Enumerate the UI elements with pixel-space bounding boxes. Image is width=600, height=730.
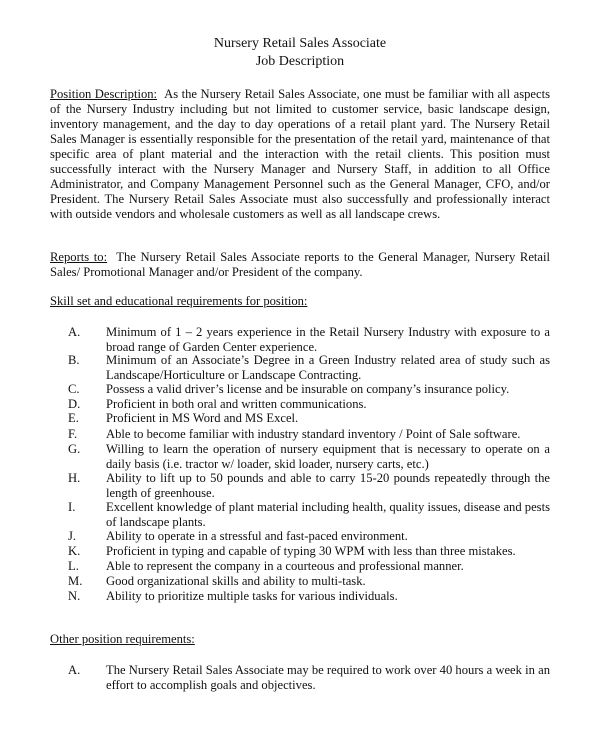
list-item-letter: M. (68, 574, 83, 588)
other-requirements-heading: Other position requirements: (50, 632, 195, 646)
document-title: Nursery Retail Sales Associate (213, 36, 387, 51)
list-item-letter: B. (68, 353, 80, 367)
list-item-text: Proficient in both oral and written communications. (106, 397, 367, 411)
list-item-text: Able to represent the company in a courteous and professional manner. (106, 559, 464, 573)
list-item-letter: D. (68, 397, 81, 411)
position-description-label: Position Description: (50, 87, 158, 101)
skills-heading: Skill set and educational requirements for position: (50, 294, 308, 308)
list-item-letter: L. (68, 559, 79, 573)
list-item-text: Minimum of an Associate’s Degree in a Green Industry related area of study such as Landscape/Horticulture or Landscape Contracting. (106, 353, 550, 382)
list-item-text: The Nursery Retail Sales Associate may be required to work over 40 hours a week in an effort to accomplish goals and objectives. (106, 663, 550, 692)
list-item-letter: J. (68, 529, 77, 543)
list-item-text: Possess a valid driver’s license and be insurable on company’s insurance policy. (106, 382, 510, 396)
list-item-text: Willing to learn the operation of nursery equipment that is necessary to operate on a daily basis (i.e. tractor w/ loader, skid loader, nursery carts, etc.) (106, 442, 550, 471)
list-item-letter: H. (68, 471, 81, 485)
list-item-letter: N. (68, 589, 81, 603)
list-item-text: Ability to lift up to 50 pounds and able to carry 15-20 pounds repeatedly through the length of greenhouse. (106, 471, 550, 500)
list-item-text: Proficient in typing and capable of typing 30 WPM with less than three mistakes. (106, 544, 516, 558)
reports-to-text: The Nursery Retail Sales Associate reports to the General Manager, Nursery Retail Sales/ Promotional Manager and/or President of the company. (50, 250, 550, 279)
list-item-text: Ability to prioritize multiple tasks for various individuals. (106, 589, 398, 603)
list-item-letter: A. (68, 325, 81, 339)
position-description-text: As the Nursery Retail Sales Associate, one must be familiar with all aspects of the Nursery Industry including but not limited to customer service, basic landscape design, inventory management, and the day to day operations of a retail plant yard. The Nursery Retail Sales Manager is essentially responsible for the presentation of the retail yard, maintenance of that specific area of plant material and the interaction with the retail clients. This position must successfully interact with the Nursery Manager and Nursery Staff, in addition to all Office Administrator, and Company Management Personnel such as the General Manager, CFO, and/or President. The Nursery Retail Sales Associate must also successfully and professionally interact with outside vendors and wholesale customers as well as all landscape crews. (50, 87, 551, 221)
list-item-letter: C. (68, 382, 80, 396)
list-item-letter: F. (68, 427, 78, 441)
list-item-text: Ability to operate in a stressful and fast-paced environment. (106, 529, 408, 543)
list-item-text: Minimum of 1 – 2 years experience in the Retail Nursery Industry with exposure to a broad range of Garden Center experience. (106, 325, 550, 354)
list-item-text: Able to become familiar with industry standard inventory / Point of Sale software. (106, 427, 521, 441)
document-subtitle: Job Description (255, 54, 345, 69)
reports-to-label: Reports to: (50, 250, 108, 264)
list-item-letter: G. (68, 442, 81, 456)
list-item-letter: E. (68, 411, 79, 425)
list-item-text: Excellent knowledge of plant material including health, quality issues, disease and pests of landscape plants. (106, 500, 550, 529)
list-item-text: Good organizational skills and ability to multi-task. (106, 574, 366, 588)
list-item-letter: A. (68, 663, 81, 677)
position-description-section (50, 87, 550, 222)
reports-to-section (50, 250, 550, 280)
list-item-text: Proficient in MS Word and MS Excel. (106, 411, 299, 425)
list-item-letter: I. (68, 500, 76, 514)
list-item-letter: K. (68, 544, 81, 558)
